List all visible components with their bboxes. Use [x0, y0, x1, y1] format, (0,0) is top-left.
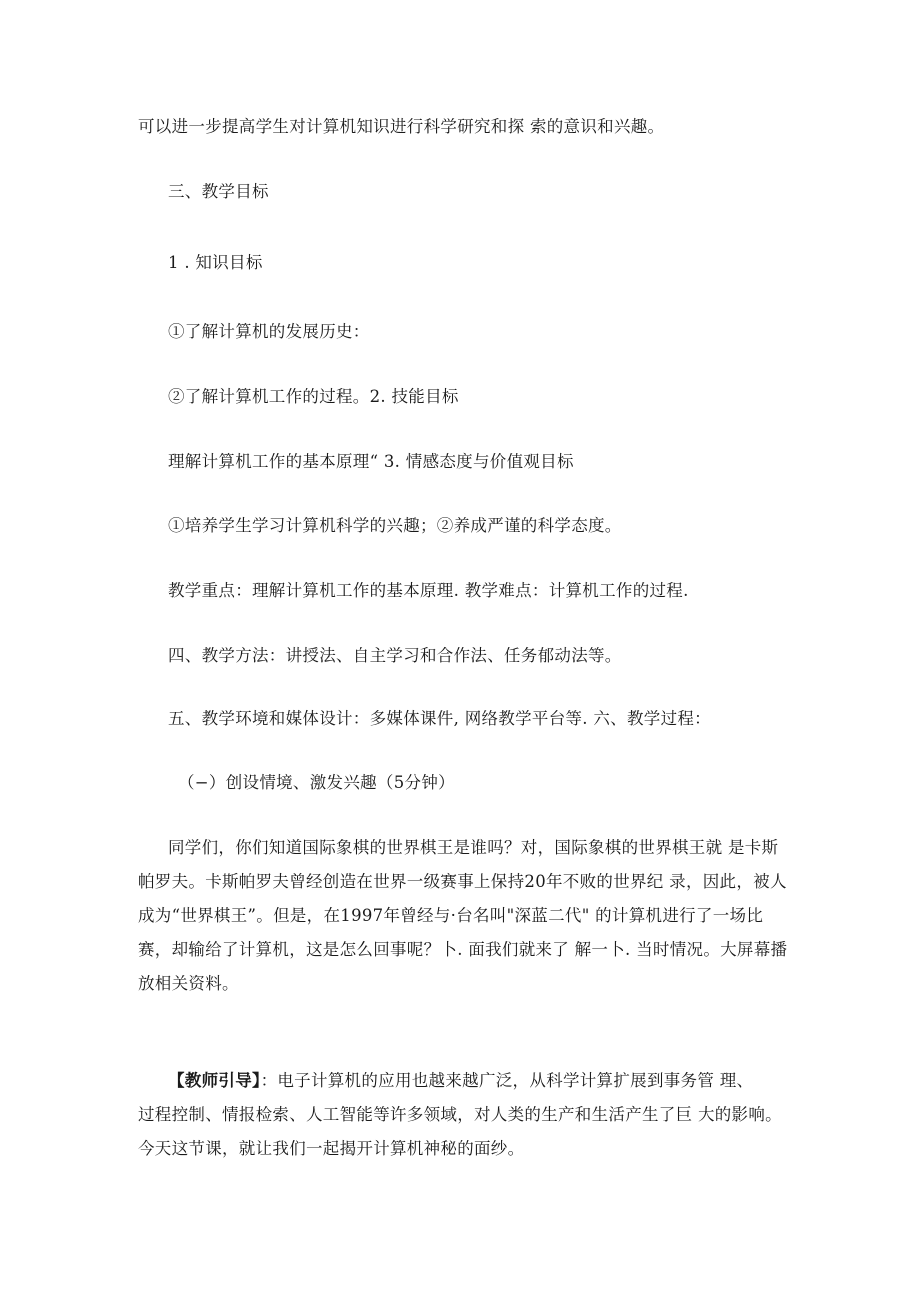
goal-1-heading: 1 . 知识目标	[168, 253, 263, 272]
intro-line: 可以进一步提高学生对计算机知识进行科学研究和探 索的意识和兴趣。	[138, 117, 665, 136]
teacher-line: ：电子计算机的应用也越来越广泛，从科学计算扩展到事务管 理、	[260, 1071, 754, 1090]
story-line: 赛，却输给了计算机，这是怎么回事呢？卜. 面我们就来了 解一卜. 当时情况。大屏幕播	[138, 940, 788, 959]
teacher-label: 【教师引导】	[168, 1071, 261, 1090]
teacher-paragraph	[138, 1071, 782, 1173]
story-line: 帕罗夫。卡斯帕罗夫曾经创造在世界一级赛事上保持20年不败的世界纪 录，因此，被人	[138, 872, 787, 891]
story-line: 同学们，你们知道国际象棋的世界棋王是谁吗？对，国际象棋的世界棋王就 是卡斯	[168, 838, 779, 857]
step-1-heading: （−）创设情境、激发兴趣（5分钟）	[178, 773, 455, 792]
goal-3-text: ①培养学生学习计算机科学的兴趣；②养成严谨的科学态度。	[168, 516, 622, 535]
teacher-line: 今天这节课，就让我们一起揭开计算机神秘的面纱。	[138, 1139, 525, 1158]
section-4: 四、教学方法：讲授法、自主学习和合作法、任务郁动法等。	[168, 646, 622, 665]
story-paragraph	[138, 838, 787, 1008]
teacher-line: 过程控制、情报检索、人工智能等许多领域，对人类的生产和生活产生了巨 大的影响。	[138, 1105, 782, 1124]
key-points: 教学重点：理解计算机工作的基本原理. 教学难点：计算机工作的过程.	[168, 581, 689, 600]
story-line: 放相关资料。	[138, 974, 239, 993]
goal-1-item-2: ②了解计算机工作的过程。2. 技能目标	[168, 387, 459, 406]
teacher-first-line	[138, 1071, 782, 1105]
section-3-heading: 三、教学目标	[168, 182, 269, 201]
section-5-6: 五、教学环境和媒体设计：多媒体课件, 网络教学平台等. 六、教学过程：	[168, 709, 711, 728]
goal-1-item-1: ①了解计算机的发展历史：	[168, 322, 370, 341]
goal-2-text: 理解计算机工作的基本原理“ 3. 情感态度与价值观目标	[168, 452, 574, 471]
story-line: 成为“世界棋王”。但是，在1997年曾经与·台名叫"深蓝二代" 的计算机进行了一场比	[138, 906, 764, 925]
